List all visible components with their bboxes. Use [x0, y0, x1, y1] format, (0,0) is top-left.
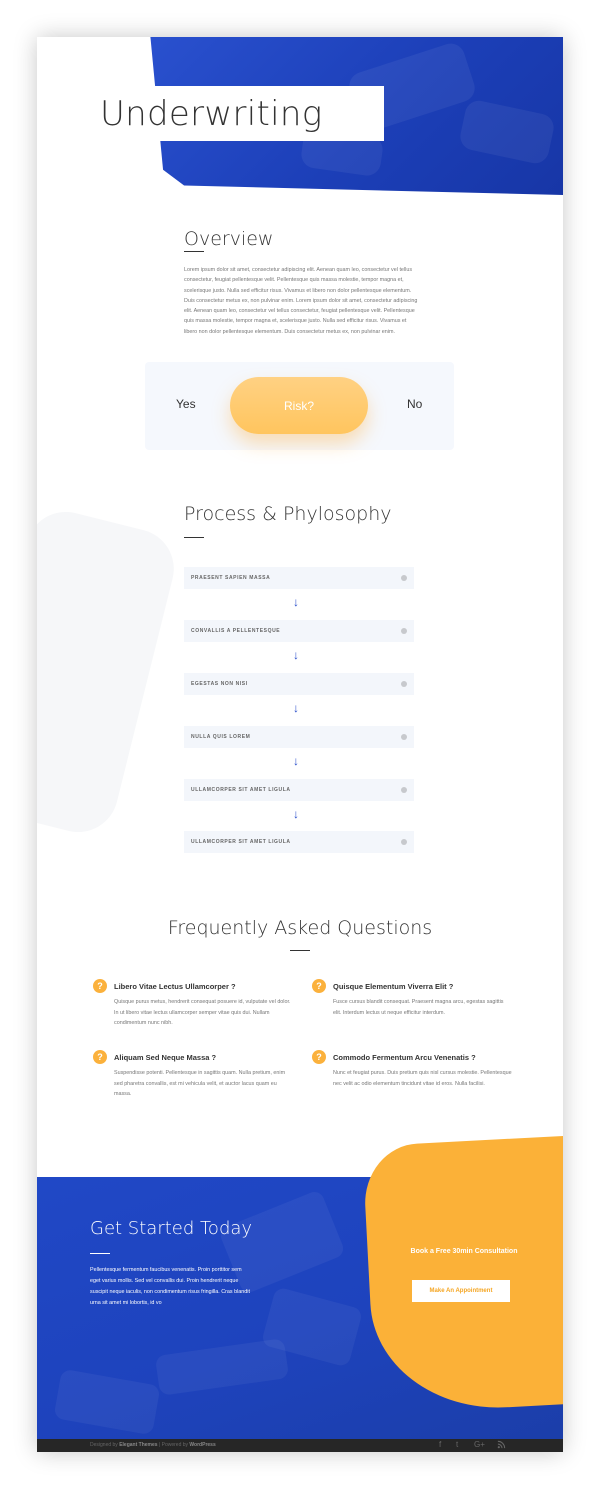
faq-answer: Nunc et feugiat purus. Duis pretium quis nisl cursus molestie. Pellentesque nec velit ac odio elementum tincidunt vitae id eros. Nulla facilisi. [333, 1070, 512, 1087]
circle-icon [401, 787, 407, 793]
risk-no-label: No [407, 397, 423, 411]
arrow-down-icon: ↓ [293, 754, 299, 768]
process-step-label: EGESTAS NON NISI [191, 681, 248, 687]
faq-question: Quisque Elementum Viverra Elit ? [333, 982, 454, 991]
faq-question: Commodo Fermentum Arcu Venenatis ? [333, 1053, 476, 1062]
cta-text: Pellentesque fermentum faucibus venenatis. Proin porttitor sem eget varius mollis. Sed vel convallis dui. Proin hendrerit neque suscipit neque iaculis, non condimentum risus fringilla. Cras blandit urna sit amet mi lobortis, id vo [90, 1267, 251, 1306]
risk-yes-label: Yes [176, 397, 196, 411]
faq-title: Frequently Asked Questions [167, 917, 433, 939]
process-divider [184, 537, 204, 538]
facebook-icon[interactable]: f [439, 1440, 442, 1449]
circle-icon [401, 628, 407, 634]
arrow-down-icon: ↓ [293, 701, 299, 715]
process-step[interactable] [184, 567, 414, 589]
faq-answer: Quisque purus metus, hendrerit consequat posuere id, vulputate vel dolor. In ut libero vitae lectus ullamcorper semper vitae quis dui. Nullam condimentum nunc nibh. [114, 999, 291, 1026]
cta-title: Get Started Today [90, 1218, 253, 1239]
book-consultation-text: Book a Free 30min Consultation [410, 1248, 518, 1255]
make-appointment-button[interactable]: Make An Appointment [412, 1280, 510, 1302]
overview-text: Lorem ipsum dolor sit amet, consectetur adipiscing elit. Aenean quam leo, consectetur vel tellus consectetur, feugiat pellentesque velit. Pellentesque quis massa molestie, tempor magna et, scelerisque justo. Nulla sed efficitur risus. Vivamus et libero non dolor pellentesque elementum. Duis consectetur metus ex, non pulvinar enim. Lorem ipsum dolor sit amet, consectetur adipiscing elit. Aenean quam leo, consectetur vel tellus consectetur, feugiat pellentesque velit. Pellentesque quis massa molestie, tempor magna et, scelerisque justo. Nulla sed efficitur risus. Vivamus et libero non dolor pellentesque elementum. Duis consectetur metus ex, non pulvinar enim. [184, 267, 418, 335]
rss-glyph [497, 1440, 506, 1449]
footer-credits [90, 1442, 216, 1448]
circle-icon [401, 681, 407, 687]
process-step-label: CONVALLIS A PELLENTESQUE [191, 628, 281, 634]
process-step[interactable] [184, 673, 414, 695]
arrow-down-icon: ↓ [293, 807, 299, 821]
process-step[interactable] [184, 831, 414, 853]
faq-answer: Fusce cursus blandit consequat. Praesent magna arcu, egestas sagittis elit. Interdum lectus ut neque efficitur interdum. [333, 999, 504, 1016]
overview-title: Overview [184, 228, 274, 250]
google-plus-icon[interactable]: G+ [474, 1440, 485, 1449]
risk-button[interactable]: Risk? [230, 377, 368, 434]
circle-icon [401, 734, 407, 740]
faq-question: Aliquam Sed Neque Massa ? [114, 1053, 217, 1062]
process-step[interactable] [184, 620, 414, 642]
overview-divider [184, 251, 204, 252]
cta-divider [90, 1253, 110, 1254]
decorative-shape [37, 503, 182, 840]
faq-divider [290, 950, 310, 951]
page-title: Underwriting [100, 93, 323, 134]
risk-panel [145, 362, 454, 450]
question-icon: ? [93, 979, 107, 993]
question-icon: ? [312, 1050, 326, 1064]
process-step-label: PRAESENT SAPIEN MASSA [191, 575, 271, 581]
footer-separator: | Powered by [158, 1442, 189, 1448]
process-step-label: ULLAMCORPER SIT AMET LIGULA [191, 839, 291, 845]
process-step-label: NULLA QUIS LOREM [191, 734, 251, 740]
process-title: Process & Phylosophy [184, 503, 392, 525]
footer-wordpress-link[interactable]: WordPress [189, 1442, 216, 1448]
faq-answer: Suspendisse potenti. Pellentesque in sagittis quam. Nulla pretium, enim sed pharetra convallis, est mi vehicula velit, et auctor lacus quam eu massa. [114, 1070, 286, 1097]
circle-icon [401, 839, 407, 845]
rss-icon[interactable] [497, 1440, 506, 1452]
process-step[interactable] [184, 726, 414, 748]
process-step[interactable] [184, 779, 414, 801]
process-step-label: ULLAMCORPER SIT AMET LIGULA [191, 787, 291, 793]
question-icon: ? [93, 1050, 107, 1064]
arrow-down-icon: ↓ [293, 648, 299, 662]
footer [37, 1439, 563, 1452]
hero-title-box [90, 86, 384, 141]
circle-icon [401, 575, 407, 581]
footer-designed-by: Designed by [90, 1442, 118, 1448]
faq-question: Libero Vitae Lectus Ullamcorper ? [114, 982, 236, 991]
question-icon: ? [312, 979, 326, 993]
arrow-down-icon: ↓ [293, 595, 299, 609]
twitter-icon[interactable]: t [456, 1440, 459, 1449]
page [37, 37, 563, 1452]
footer-elegant-link[interactable]: Elegant Themes [119, 1442, 158, 1448]
